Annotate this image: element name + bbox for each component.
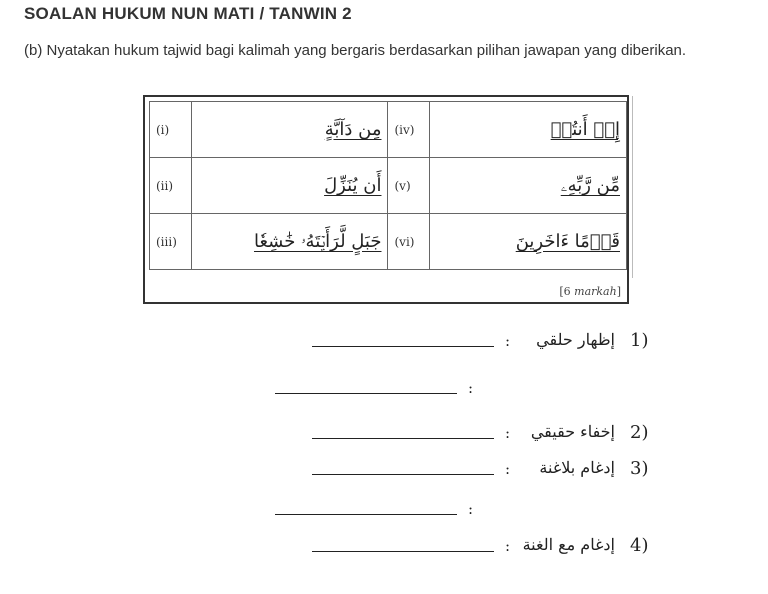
answer-blank[interactable] <box>312 551 494 552</box>
answer-blank[interactable] <box>275 514 457 515</box>
table-row <box>150 214 627 270</box>
quran-phrase: أَن يُنَزِّلَ <box>191 158 388 214</box>
question-table-box <box>143 95 629 304</box>
answer-row <box>0 458 768 482</box>
answer-label: إخفاء حقيقي <box>530 422 615 441</box>
quran-phrase: مِن دَآبَّةٍ <box>191 102 388 158</box>
answer-number: 2) <box>630 422 649 443</box>
quran-phrase: قَوۡمًا ءَاخَرِينَ <box>430 214 627 270</box>
answer-row <box>0 330 768 354</box>
answer-row <box>0 422 768 446</box>
answer-blank[interactable] <box>312 438 494 439</box>
table-row <box>150 102 627 158</box>
quran-phrase: إِنۡ أَنتُمۡ <box>430 102 627 158</box>
item-number: (ii) <box>150 158 192 214</box>
colon: : <box>505 537 511 555</box>
answer-blank[interactable] <box>312 474 494 475</box>
divider-line <box>632 96 633 278</box>
colon: : <box>468 379 474 397</box>
answer-row <box>0 535 768 559</box>
answer-label: إدغام مع الغنة <box>522 535 615 554</box>
item-number: (i) <box>150 102 192 158</box>
colon: : <box>505 332 511 350</box>
quran-phrase: مِّن رَّبِّهِۦ <box>430 158 627 214</box>
answer-number: 4) <box>630 535 649 556</box>
answer-label: إدغام بلاغنة <box>539 458 615 477</box>
quran-phrase: جَبَلٍ لَّرَأَيۡتَهُۥ خَٰشِعٗا <box>191 214 388 270</box>
answer-row <box>0 377 768 401</box>
answer-label: إظهار حلقي <box>536 330 615 349</box>
colon: : <box>505 460 511 478</box>
item-number: (vi) <box>388 214 430 270</box>
item-number: (iv) <box>388 102 430 158</box>
marks-label: [6 markah] <box>559 285 621 298</box>
question-table <box>149 101 627 270</box>
colon: : <box>505 424 511 442</box>
item-number: (v) <box>388 158 430 214</box>
answer-blank[interactable] <box>312 346 494 347</box>
answer-row <box>0 498 768 522</box>
table-row <box>150 158 627 214</box>
answer-number: 3) <box>630 458 649 479</box>
colon: : <box>468 500 474 518</box>
answer-blank[interactable] <box>275 393 457 394</box>
page-title: SOALAN HUKUM NUN MATI / TANWIN 2 <box>24 4 352 23</box>
item-number: (iii) <box>150 214 192 270</box>
answer-number: 1) <box>630 330 649 351</box>
question-instruction: (b) Nyatakan hukum tajwid bagi kalimah yang bergaris berdasarkan pilihan jawapan yang diberikan. <box>24 42 687 59</box>
